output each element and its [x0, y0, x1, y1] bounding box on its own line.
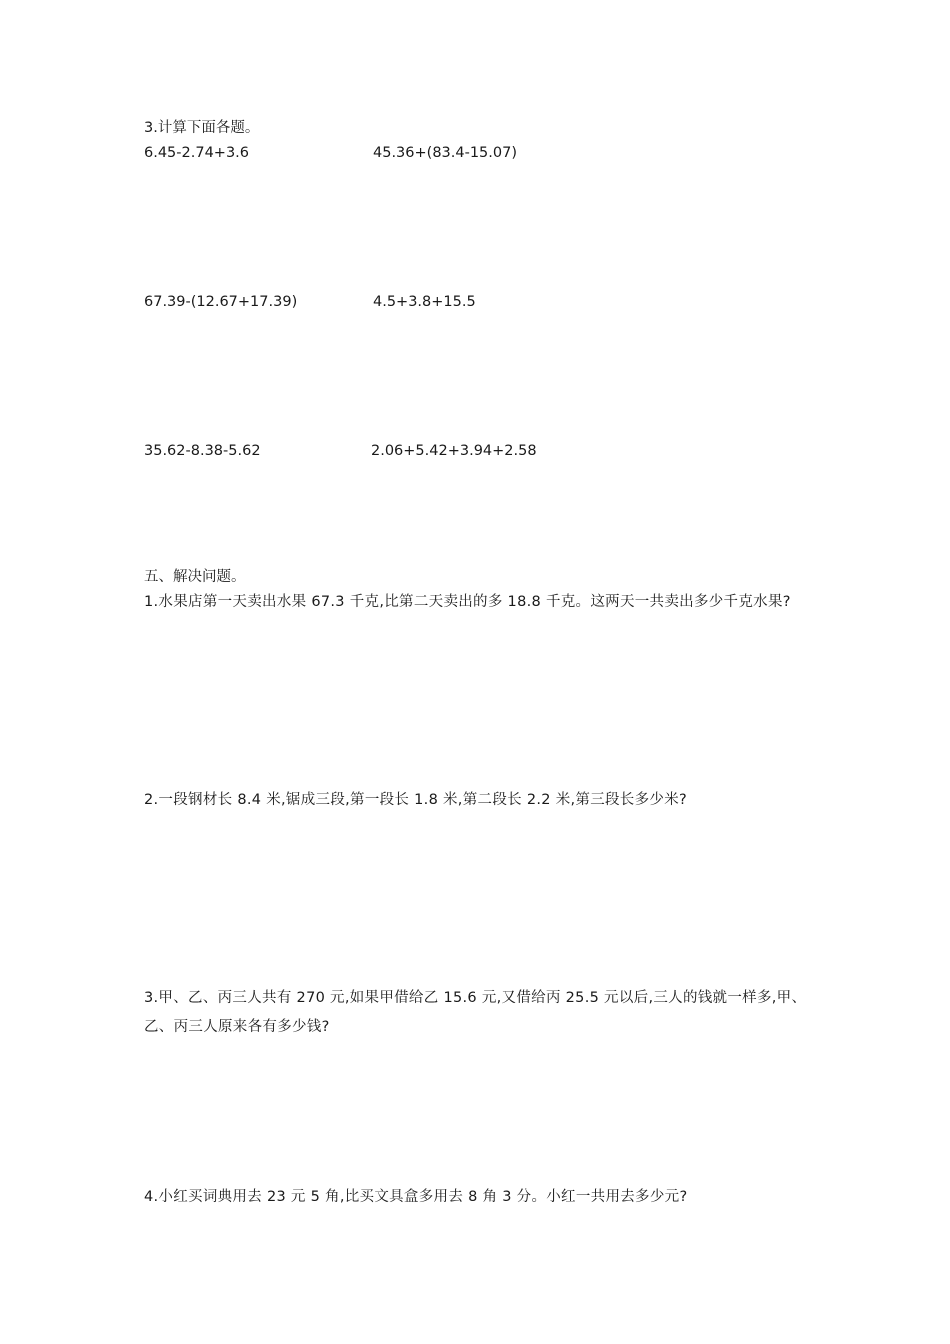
word-problem-1: 1.水果店第一天卖出水果 67.3 千克,比第二天卖出的多 18.8 千克。这两天一共卖出多少千克水果?	[144, 594, 791, 610]
section-3-heading: 3.计算下面各题。	[144, 120, 260, 136]
section-5-heading: 五、解决问题。	[144, 569, 246, 585]
problem-2-right: 4.5+3.8+15.5	[373, 294, 476, 310]
problem-1-left: 6.45-2.74+3.6	[144, 145, 250, 161]
problem-1-right: 45.36+(83.4-15.07)	[373, 145, 518, 161]
word-problem-4: 4.小红买词典用去 23 元 5 角,比买文具盒多用去 8 角 3 分。小红一共用去多少元?	[144, 1189, 688, 1205]
word-problem-3: 3.甲、乙、丙三人共有 270 元,如果甲借给乙 15.6 元,又借给丙 25.5 元以后,三人的钱就一样多,甲、乙、丙三人原来各有多少钱?	[144, 990, 807, 1035]
problem-3-right: 2.06+5.42+3.94+2.58	[371, 443, 537, 459]
word-problem-2: 2.一段钢材长 8.4 米,锯成三段,第一段长 1.8 米,第二段长 2.2 米,第三段长多少米?	[144, 792, 687, 808]
problem-2-left: 67.39-(12.67+17.39)	[144, 294, 298, 310]
problem-3-left: 35.62-8.38-5.62	[144, 443, 261, 459]
